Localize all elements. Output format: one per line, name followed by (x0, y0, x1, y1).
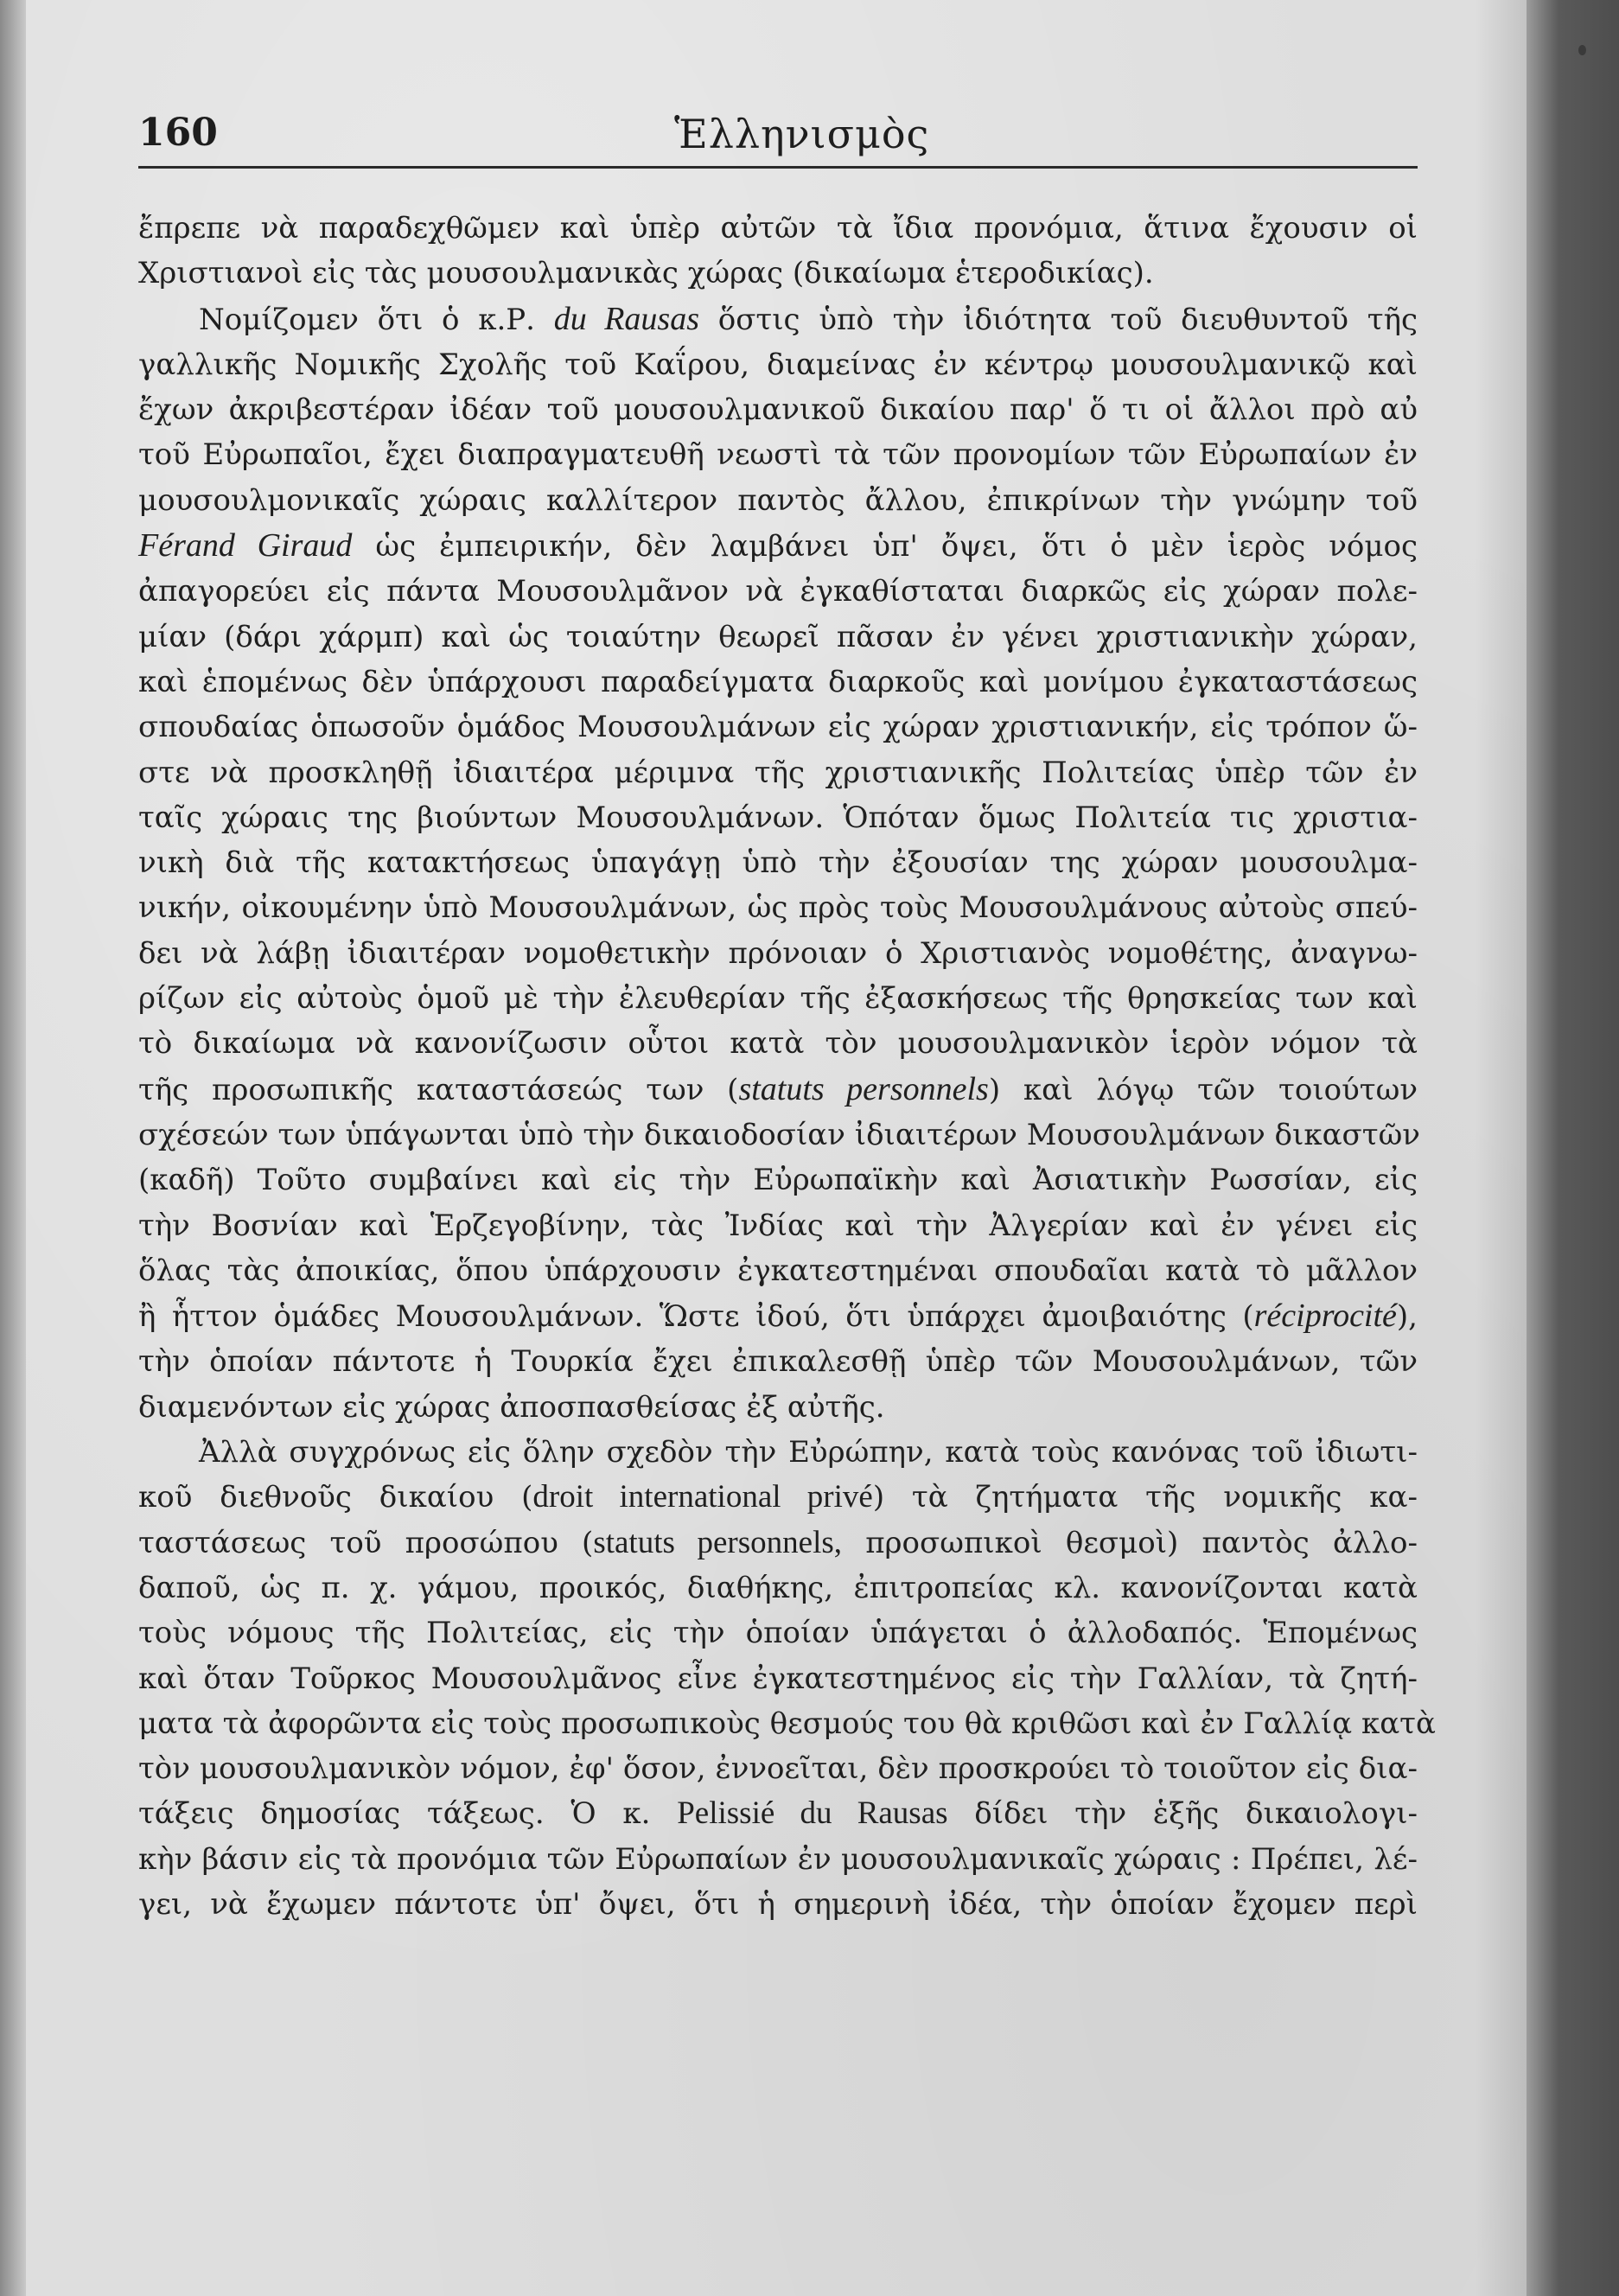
text-line (138, 1701, 1436, 1746)
text-line (138, 1837, 1418, 1882)
text-line (138, 1203, 1418, 1248)
text-line (138, 1293, 1418, 1339)
text-line (138, 1248, 1418, 1293)
text-run: Χριστιανοὶ εἰς τὰς μουσουλμανικὰς χώρας (δικαίωμα ἑτεροδικίας). (138, 256, 1154, 291)
text-run: Νομίζομεν ὅτι ὁ κ.Ρ. (199, 302, 554, 337)
latin-term: Pelissié du Rausas (677, 1795, 948, 1832)
text-run: τοὺς νόμους τῆς Πολιτείας, εἰς τὴν ὁποίαν ὑπάγεται ὁ ἀλλοδαπός. Ἑπομένως (138, 1616, 1418, 1651)
header-rule (138, 166, 1418, 169)
text-line (138, 432, 1418, 477)
text-run: ), (1396, 1299, 1418, 1335)
text-run: τὸν μουσουλμανικὸν νόμον, ἐφ' ὅσον, ἐννοεῖται, δὲν προσκρούει τὸ τοιοῦτον εἰς δια- (138, 1751, 1418, 1787)
text-line (138, 342, 1418, 387)
page-header (138, 104, 1418, 164)
text-line (138, 478, 1418, 523)
text-line (138, 569, 1418, 614)
text-line (138, 1610, 1418, 1655)
text-run: ρίζων εἰς αὐτοὺς ὁμοῦ μὲ τὴν ἐλευθερίαν τῆς ἐξασκήσεως τῆς θρησκείας των καὶ (138, 981, 1418, 1017)
text-line (138, 1521, 1418, 1566)
text-run: δίδει τὴν ἑξῆς δικαιολογι- (947, 1796, 1418, 1832)
text-run: ὅλας τὰς ἀποικίας, ὅπου ὑπάρχουσιν ἐγκατεστημέναι σπουδαῖαι κατὰ τὸ μᾶλλον (138, 1253, 1418, 1288)
text-run: ἢ ἧττον ὁμάδες Μουσουλμάνων. Ὥστε ἰδού, ὅτι ὑπάρχει ἀμοιβαιότης ( (138, 1299, 1254, 1335)
text-line (138, 1656, 1418, 1701)
dust-speck (1578, 45, 1586, 55)
text-run: στε νὰ προσκληθῇ ἰδιαιτέρα μέριμνα τῆς χριστιανικῆς Πολιτείας ὑπὲρ τῶν ἐν (138, 755, 1418, 790)
text-run: γαλλικῆς Νομικῆς Σχολῆς τοῦ Καΐρου, διαμείνας ἐν κέντρῳ μουσουλμανικῷ καὶ (138, 347, 1418, 382)
text-run: καὶ ὅταν Τοῦρκος Μουσουλμᾶνος εἶνε ἐγκατεστημένος εἰς τὴν Γαλλίαν, τὰ ζητή- (138, 1661, 1418, 1696)
text-line (138, 1746, 1418, 1791)
text-line (138, 1882, 1418, 1927)
text-run: κὴν βάσιν εἰς τὰ προνόμια τῶν Εὐρωπαίων ἐν μουσουλμανικαῖς χώραις : Πρέπει, λέ- (138, 1841, 1418, 1877)
text-line (138, 1475, 1418, 1520)
text-line (138, 1067, 1418, 1113)
text-run: τῆς προσωπικῆς καταστάσεώς των ( (138, 1072, 739, 1107)
text-line (138, 523, 1418, 569)
text-run: ὅστις ὑπὸ τὴν ἰδιότητα τοῦ διευθυντοῦ τῆς (698, 302, 1418, 337)
text-run: μίαν (δάρι χάρμπ) καὶ ὡς τοιαύτην θεωρεῖ πᾶσαν ἐν γένει χριστιανικὴν χώραν, (138, 619, 1418, 654)
running-title: Ἑλληνισμὸς (674, 111, 930, 157)
latin-term: statuts personnels (738, 1070, 989, 1107)
text-run: (καδῆ) Τοῦτο συμβαίνει καὶ εἰς τὴν Εὐρωπαϊκὴν καὶ Ἀσιατικὴν Ρωσσίαν, εἰς (138, 1163, 1418, 1198)
text-run: ματα τὰ ἀφορῶντα εἰς τοὺς προσωπικοὺς θεσμούς του θὰ κριθῶσι καὶ ἐν Γαλλίᾳ κατὰ (138, 1706, 1436, 1741)
text-run: τάξεις δημοσίας τάξεως. Ὁ κ. (138, 1796, 678, 1832)
text-run: ἔχων ἀκριβεστέραν ἰδέαν τοῦ μουσουλμανικοῦ δικαίου παρ' ὅ τι οἱ ἄλλοι πρὸ αὐ (138, 392, 1418, 428)
text-run: μουσουλμονικαῖς χώραις καλλίτερον παντὸς ἄλλου, ἐπικρίνων τὴν γνώμην τοῦ (138, 482, 1418, 518)
text-line (138, 1430, 1418, 1475)
text-line (138, 705, 1418, 749)
text-line (138, 885, 1418, 930)
text-run: κοῦ διεθνοῦς δικαίου ( (138, 1480, 533, 1515)
text-run: ἔπρεπε νὰ παραδεχθῶμεν καὶ ὑπὲρ αὐτῶν τὰ ἴδια προνόμια, ἅτινα ἔχουσιν οἱ (138, 211, 1418, 246)
text-run: ἀπαγορεύει εἰς πάντα Μουσουλμᾶνον νὰ ἐγκαθίσταται διαρκῶς εἰς χώραν πολε- (138, 574, 1418, 609)
text-run: νικήν, οἰκουμένην ὑπὸ Μουσουλμάνων, ὡς πρὸς τοὺς Μουσουλμάνους αὐτοὺς σπεύ- (138, 890, 1418, 926)
text-line (138, 1339, 1418, 1384)
text-run: σπουδαίας ὁπωσοῦν ὁμάδος Μουσουλμάνων εἰς χώραν χριστιανικήν, εἰς τρόπον ὥ- (138, 710, 1418, 745)
text-line (138, 206, 1418, 251)
text-line (138, 840, 1418, 885)
text-run: τὴν Βοσνίαν καὶ Ἑρζεγοβίνην, τὰς Ἰνδίας καὶ τὴν Ἀλγερίαν καὶ ἐν γένει εἰς (138, 1208, 1418, 1243)
text-line (138, 1158, 1418, 1202)
text-run: δαποῦ, ὡς π. χ. γάμου, προικός, διαθήκης, ἐπιτροπείας κλ. κανονίζονται κατὰ (138, 1570, 1418, 1605)
text-line (138, 251, 1418, 296)
latin-term: droit international privé (532, 1479, 873, 1515)
text-run: τοῦ Εὐρωπαῖοι, ἔχει διαπραγματευθῆ νεωστὶ τὰ τῶν προνομίων τῶν Εὐρωπαίων ἐν (138, 437, 1418, 473)
text-run: ταστάσεως τοῦ προσώπου ( (138, 1525, 594, 1560)
text-run: σχέσεών των ὑπάγωνται ὑπὸ τὴν δικαιοδοσίαν ἰδιαιτέρων Μουσουλμάνων δικαστῶν (138, 1117, 1420, 1152)
page-fold-shadow (1475, 0, 1527, 2296)
text-run: γει, νὰ ἔχωμεν πάντοτε ὑπ' ὄψει, ὅτι ἡ σημερινὴ ἰδέα, τὴν ὁποίαν ἔχομεν περὶ (138, 1886, 1418, 1922)
text-line (138, 1566, 1418, 1610)
text-line (138, 750, 1418, 795)
text-line (138, 1791, 1418, 1836)
latin-term: du Rausas (553, 300, 699, 337)
text-line (138, 795, 1418, 840)
text-run: τὴν ὁποίαν πάντοτε ἡ Τουρκία ἔχει ἐπικαλεσθῇ ὑπὲρ τῶν Μουσουλμάνων, τῶν (138, 1344, 1418, 1380)
text-run: Ἀλλὰ συγχρόνως εἰς ὅλην σχεδὸν τὴν Εὐρώπην, κατὰ τοὺς κανόνας τοῦ ἰδιωτι- (199, 1435, 1418, 1470)
text-run: ταῖς χώραις της βιούντων Μουσουλμάνων. Ὁπόταν ὅμως Πολιτεία τις χριστια- (138, 800, 1418, 835)
scan-margin-right (1527, 0, 1619, 2296)
text-run: νικὴ διὰ τῆς κατακτήσεως ὑπαγάγῃ ὑπὸ τὴν ἐξουσίαν της χώραν μουσουλμα- (138, 845, 1418, 881)
text-line (138, 931, 1418, 976)
text-line (138, 1385, 1418, 1430)
text-line (138, 976, 1418, 1021)
text-run: δει νὰ λάβῃ ἰδιαιτέραν νομοθετικὴν πρόνοιαν ὁ Χριστιανὸς νομοθέτης, ἀναγνω- (138, 935, 1418, 971)
text-line (138, 297, 1418, 342)
text-line (138, 660, 1418, 705)
text-run: ὡς ἐμπειρικήν, δὲν λαμβάνει ὑπ' ὄψει, ὅτι ὁ μὲν ἱερὸς νόμος (352, 529, 1418, 564)
latin-term: réciprocité (1253, 1298, 1397, 1335)
text-line (138, 615, 1418, 660)
text-run: προσωπικοὶ θεσμοὶ) παντὸς ἀλλο- (842, 1525, 1418, 1560)
text-run: ) τὰ ζητήματα τῆς νομικῆς κα- (872, 1480, 1418, 1515)
page-number: 160 (138, 111, 218, 155)
text-run: τὸ δικαίωμα νὰ κανονίζωσιν οὗτοι κατὰ τὸν μουσουλμανικὸν ἱερὸν νόμον τὰ (138, 1026, 1418, 1062)
text-line (138, 1021, 1418, 1066)
text-line (138, 387, 1418, 432)
text-run: καὶ ἑπομένως δὲν ὑπάρχουσι παραδείγματα διαρκοῦς καὶ μονίμου ἐγκαταστάσεως (138, 664, 1418, 699)
text-run: διαμενόντων εἰς χώρας ἀποσπασθείσας ἐξ αὐτῆς. (138, 1389, 885, 1425)
latin-term: Férand Giraud (138, 527, 353, 564)
latin-term: statuts personnels, (593, 1524, 843, 1560)
text-line (138, 1113, 1418, 1158)
body-text (138, 206, 1436, 1927)
scan-edge-left (0, 0, 26, 2296)
text-run: ) καὶ λόγῳ τῶν τοιούτων (988, 1072, 1418, 1107)
